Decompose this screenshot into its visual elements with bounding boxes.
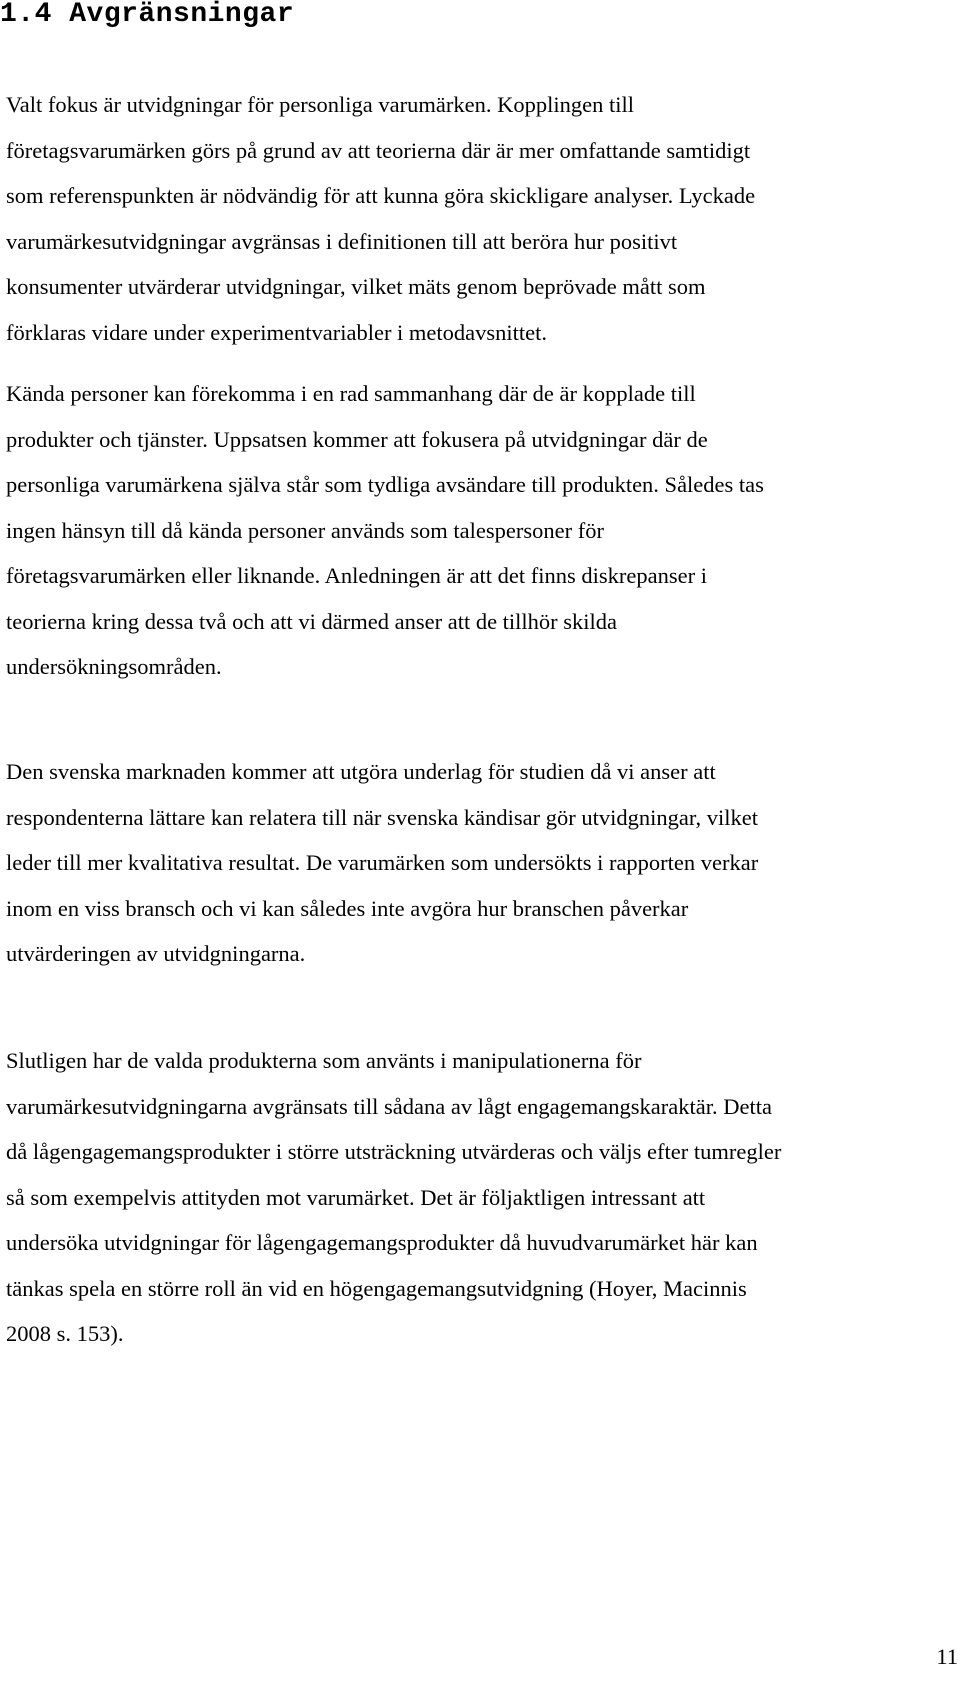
text-line: ingen hänsyn till då kända personer används som talespersoner för (6, 517, 604, 543)
text-line: tänkas spela en större roll än vid en högengagemangsutvidgning (Hoyer, Macinnis (6, 1275, 747, 1301)
text-line: företagsvarumärken eller liknande. Anledningen är att det finns diskrepanser i (6, 563, 708, 588)
text-line: förklaras vidare under experimentvariabler i metodavsnittet. (6, 319, 548, 345)
text-line: så som exempelvis attityden mot varumärket. Det är följaktligen intressant att (6, 1184, 706, 1210)
text-line: Valt fokus är utvidgningar för personliga varumärken. Kopplingen till (6, 92, 634, 117)
text-line: utvärderingen av utvidgningarna. (6, 941, 306, 966)
text-line: respondenterna lättare kan relatera till när svenska kändisar gör utvidgningar, vilket (6, 804, 758, 830)
text-line: produkter och tjänster. Uppsatsen kommer att fokusera på utvidgningar där de (6, 426, 708, 452)
text-line: 2008 s. 153). (6, 1321, 124, 1346)
section-heading: 1.4 Avgränsningar (0, 0, 295, 30)
text-line: Slutligen har de valda produkterna som använts i manipulationerna för (6, 1048, 642, 1073)
text-line: företagsvarumärken görs på grund av att teorierna där är mer omfattande samtidigt (6, 137, 751, 163)
text-line: Kända personer kan förekomma i en rad sammanhang där de är kopplade till (6, 381, 696, 406)
text-line: konsumenter utvärderar utvidgningar, vilket mäts genom beprövade mått som (6, 274, 706, 299)
text-line: varumärkesutvidgningarna avgränsats till sådana av lågt engagemangskaraktär. Detta (6, 1093, 772, 1119)
paragraph-product-selection (6, 1038, 956, 1357)
text-line: Den svenska marknaden kommer att utgöra underlag för studien då vi anser att (6, 759, 716, 784)
paragraph-swedish-market (6, 749, 956, 977)
text-line: teorierna kring dessa två och att vi därmed anser att de tillhör skilda (6, 608, 618, 634)
paragraph-scope-focus (6, 82, 956, 355)
page-number: 11 (936, 1644, 958, 1669)
text-line: leder till mer kvalitativa resultat. De varumärken som undersökts i rapporten verkar (6, 850, 759, 875)
text-line: varumärkesutvidgningar avgränsas i definitionen till att beröra hur positivt (6, 228, 678, 254)
paragraph-celebrity-context (6, 371, 956, 690)
text-line: undersöka utvidgningar för lågengagemangsprodukter då huvudvarumärket här kan (6, 1230, 758, 1255)
text-line: personliga varumärkena själva står som tydliga avsändare till produkten. Således tas (6, 472, 764, 497)
text-line: då lågengagemangsprodukter i större utsträckning utvärderas och väljs efter tumregler (6, 1139, 782, 1164)
text-line: undersökningsområden. (6, 654, 222, 679)
text-line: inom en viss bransch och vi kan således inte avgöra hur branschen påverkar (6, 895, 689, 921)
text-line: som referenspunkten är nödvändig för att kunna göra skickligare analyser. Lyckade (6, 183, 756, 208)
